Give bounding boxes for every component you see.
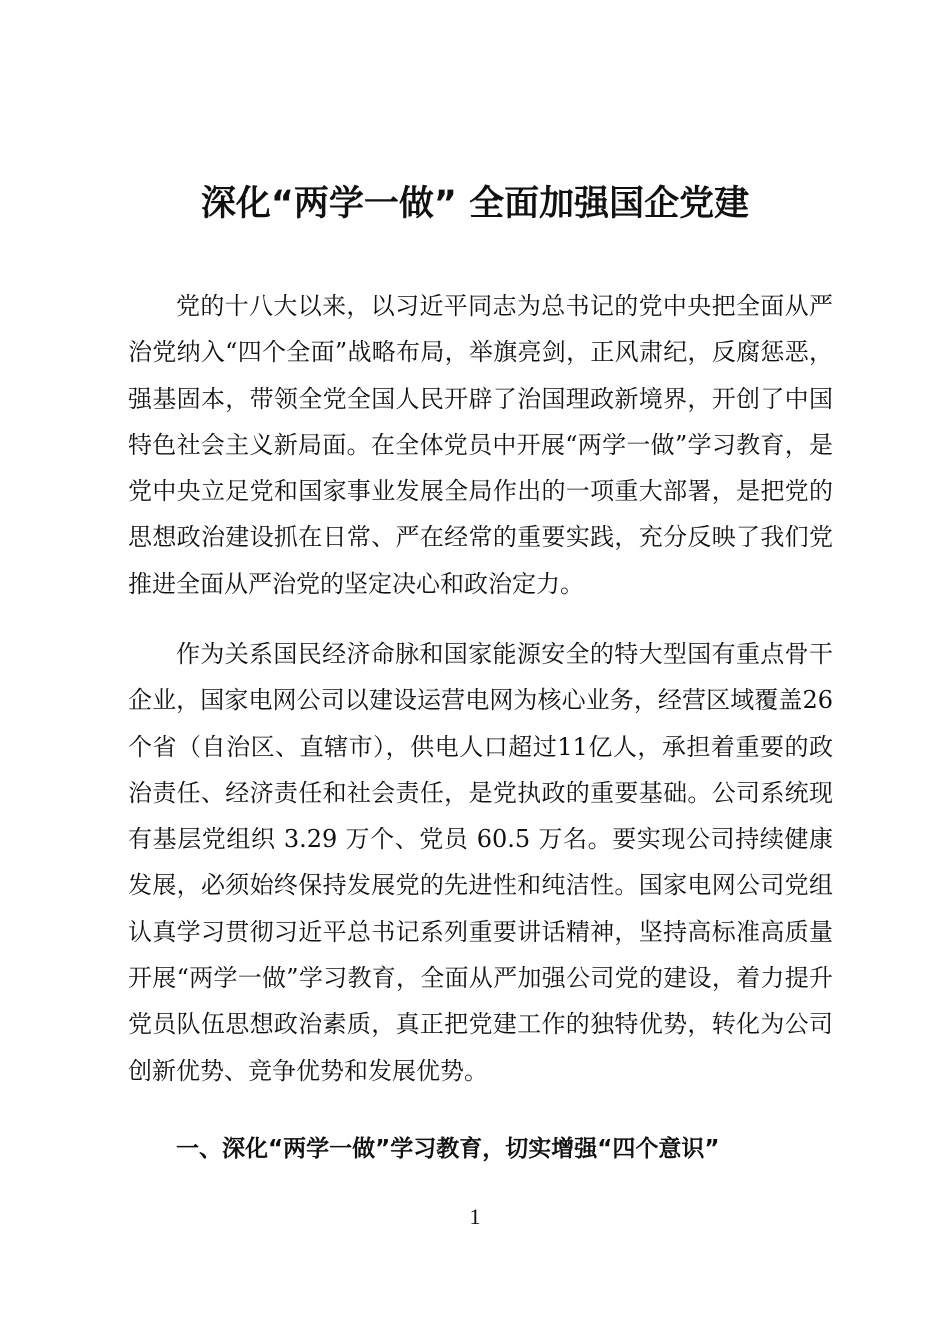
document-title: 深化“两学一做” 全面加强国企党建: [200, 184, 750, 224]
paragraph-text: 作为关系国民经济命脉和国家能源安全的特大型国有重点骨干企业，国家电网公司以建设运营电网为核心业务，经营区域覆盖26个省（自治区、直辖市），供电人口超过11亿人，承担着重要的政治责任、经济责任和社会责任，是党执政的重要基础。公司系统现有基层党组织 3.29 万个、党员 60.5 万名。要实现公司持续健康发展，必须始终保持发展党的先进性和纯洁性。国家电网公司党组认真学习贯彻习近平总书记系列重要讲话精神，坚持高标准高质量开展“两学一做”学习教育，全面从严加强公司党的建设，着力提升党员队伍思想政治素质，真正把党建工作的独特优势，转化为公司创新优势、竞争优势和发展优势。: [128, 640, 833, 1085]
section-heading: 一、深化“两学一做”学习教育，切实增强“四个意识”: [176, 1136, 720, 1162]
paragraph-text: 党的十八大以来，以习近平同志为总书记的党中央把全面从严治党纳入“四个全面”战略布局，举旗亮剑，正风肃纪，反腐惩恶，强基固本，带领全党全国人民开辟了治国理政新境界，开创了中国特色社会主义新局面。在全体党员中开展“两学一做”学习教育，是党中央立足党和国家事业发展全局作出的一项重大部署，是把党的思想政治建设抓在日常、严在经常的重要实践，充分反映了我们党推进全面从严治党的坚定决心和政治定力。: [128, 292, 833, 598]
page-number: 1: [469, 1204, 481, 1229]
body-paragraph-1: [128, 283, 833, 607]
body-paragraph-2: [128, 631, 833, 1094]
